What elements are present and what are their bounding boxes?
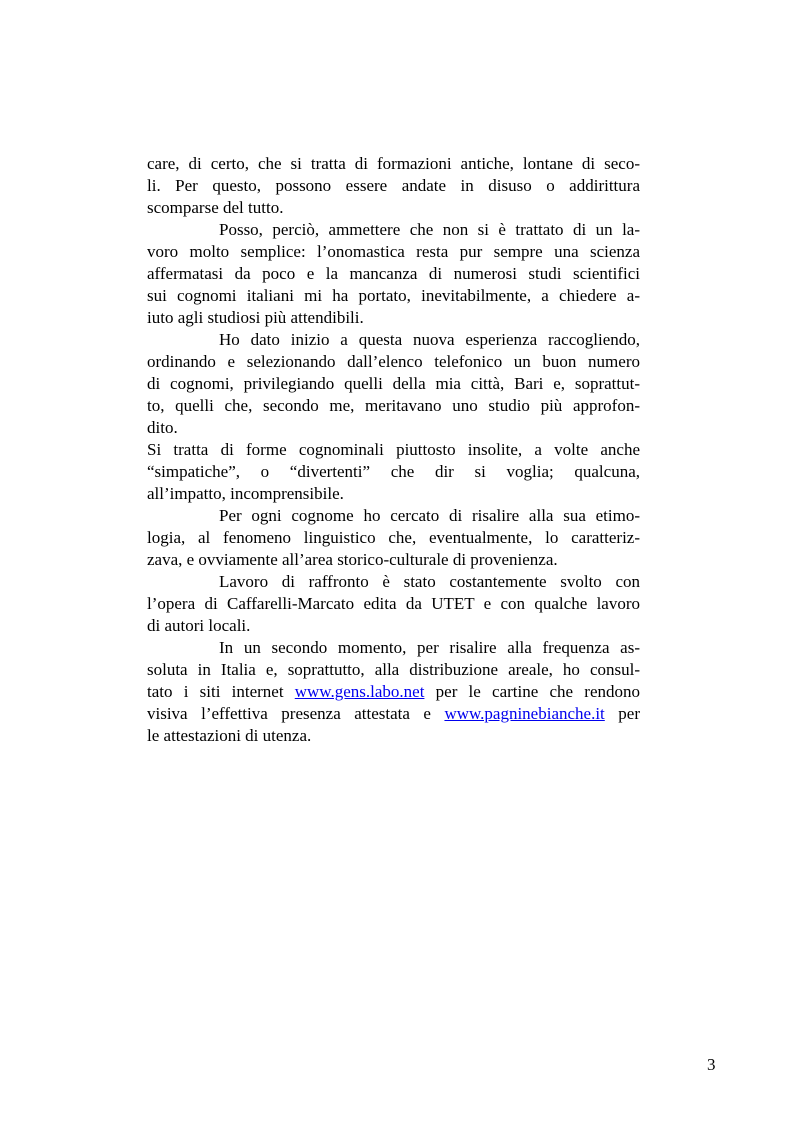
text-line-with-link — [147, 703, 640, 725]
page-number: 3 — [707, 1055, 716, 1074]
text-line: Ho dato inizio a questa nuova esperienza raccogliendo, — [219, 330, 640, 349]
text-line: voro molto semplice: l’onomastica resta pur sempre una scienza — [147, 242, 640, 261]
text-line: “simpatiche”, o “divertenti” che dir si voglia; qualcuna, — [147, 462, 640, 481]
text-line-with-link — [147, 681, 640, 703]
text-line: di cognomi, privilegiando quelli della mia città, Bari e, soprattut- — [147, 374, 640, 393]
text-line: le attestazioni di utenza. — [147, 726, 312, 745]
text-line: sui cognomi italiani mi ha portato, inevitabilmente, a chiedere a- — [147, 286, 640, 305]
text-line: scomparse del tutto. — [147, 198, 284, 217]
pagninebianche-link[interactable]: www.pagninebianche.it — [444, 704, 605, 723]
document-body — [147, 153, 640, 747]
text-line: dito. — [147, 418, 178, 437]
text-line: zava, e ovviamente all’area storico-culturale di provenienza. — [147, 550, 558, 569]
text-line: Per ogni cognome ho cercato di risalire alla sua etimo- — [219, 506, 640, 525]
link-line-prefix: tato i siti internet — [147, 682, 295, 701]
link-line-suffix: per le cartine che rendono — [424, 682, 640, 701]
text-line: to, quelli che, secondo me, meritavano uno studio più approfon- — [147, 396, 640, 415]
text-line: l’opera di Caffarelli-Marcato edita da UTET e con qualche lavoro — [147, 594, 640, 613]
text-line: Posso, perciò, ammettere che non si è trattato di un la- — [219, 220, 640, 239]
text-line: ordinando e selezionando dall’elenco telefonico un buon numero — [147, 352, 640, 371]
text-line: In un secondo momento, per risalire alla frequenza as- — [219, 638, 640, 657]
text-line: all’impatto, incomprensibile. — [147, 484, 344, 503]
text-line: logia, al fenomeno linguistico che, eventualmente, lo caratteriz- — [147, 528, 640, 547]
text-line: di autori locali. — [147, 616, 251, 635]
text-line: affermatasi da poco e la mancanza di numerosi studi scientifici — [147, 264, 640, 283]
link-line-suffix: per — [604, 704, 640, 723]
text-line: li. Per questo, possono essere andate in disuso o addirittura — [147, 176, 640, 195]
link-line-prefix: visiva l’effettiva presenza attestata e — [147, 704, 445, 723]
gens-labo-link[interactable]: www.gens.labo.net — [294, 682, 425, 701]
text-line: care, di certo, che si tratta di formazioni antiche, lontane di seco- — [147, 154, 640, 173]
text-line: Lavoro di raffronto è stato costantemente svolto con — [219, 572, 640, 591]
text-line: iuto agli studiosi più attendibili. — [147, 308, 364, 327]
text-line: soluta in Italia e, soprattutto, alla distribuzione areale, ho consul- — [147, 660, 640, 679]
text-line: Si tratta di forme cognominali piuttosto insolite, a volte anche — [147, 440, 640, 459]
